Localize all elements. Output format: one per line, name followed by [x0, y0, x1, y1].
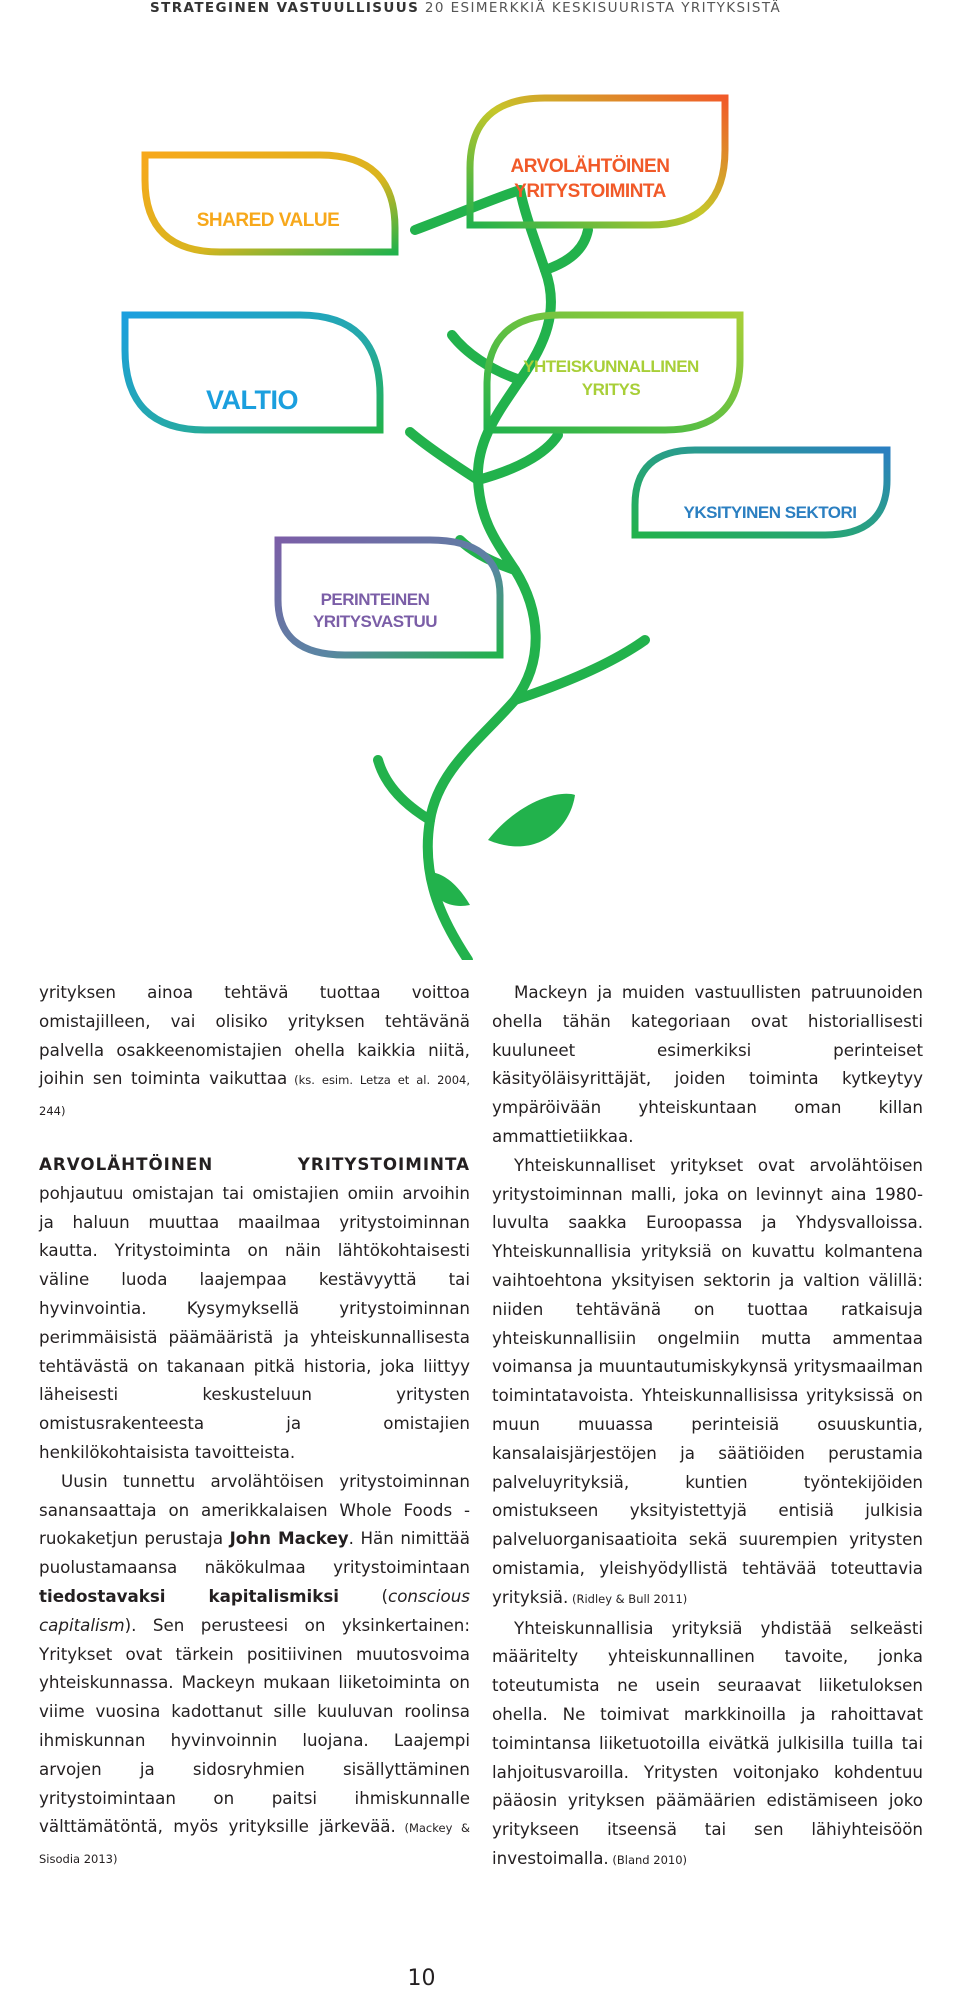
header-title-rest: 20 ESIMERKKIÄ KESKISUURISTA YRITYKSISTÄ	[419, 0, 782, 16]
term-tiedostava-kapitalismi: tiedostavaksi kapitalismiksi	[39, 1585, 339, 1606]
right-p3-text: Yhteiskunnallisia yrityksiä yhdistää selkeästi määritelty yhteiskunnallinen tavoite, jonka toteutumista ne usein seuraavat liiketuloksen ohella. Ne toimivat markkinoilla ja rahoittavat toimintansa liiketuotoilla eivätkä julkisilla tuilla tai lahjoitusvaroilla. Yritysten voitonjako kohdentuu pääosin yrityksen päämäärien edistämiseen joko yritykseen itseensä tai sen lähiyhteisöön investoimalla.	[492, 1617, 923, 1868]
page-number: 10	[407, 1966, 436, 1991]
section-heading-arvolahtoinen: ARVOLÄHTÖINEN YRITYSTOIMINTA	[39, 1153, 470, 1174]
left-p3-a: Uusin tunnettu arvolähtöisen yritystoiminnan sanansaattaja on amerikkalaisen Whole Foods -ruokaketjun perustaja	[39, 1470, 470, 1549]
left-p3-citation: (Mackey & Sisodia 2013)	[39, 1821, 470, 1867]
right-p1-text: Mackeyn ja muiden vastuullisten patruunoiden ohella tähän kategoriaan ovat historiallisesti kuuluneet esimerkiksi perinteiset käsityöläisyrittäjät, joiden toiminta kytkeytyy ympäröivään yhteiskuntaan oman killan ammattietiikkaa.	[492, 982, 923, 1146]
label-perinteinen-2: YRITYSVASTUU	[312, 612, 438, 631]
label-yksityinen: YKSITYINEN SEKTORI	[683, 503, 857, 522]
term-conscious-capitalism: conscious capitalism	[39, 1585, 470, 1635]
label-arvolahtoinen-1: ARVOLÄHTÖINEN	[510, 156, 670, 177]
left-p1-text: yrityksen ainoa tehtävä tuottaa voittoa omistajilleen, vai olisiko yrityksen tehtävänä palvella osakkeenomistajien ohella kaikkia niitä, joihin sen toiminta vaikuttaa	[39, 982, 470, 1089]
left-p3-c: (	[339, 1585, 389, 1606]
left-p2-text: pohjautuu omistajan tai omistajien omiin arvoihin ja haluun muuttaa maailmaa yritystoiminnan kautta. Yritystoiminta on näin lähtökohtaisesti väline luoda laajempaa kestävyyttä tai hyvinvointia. Kysymyksellä yritystoiminnan perimmäisistä päämääristä ja yhteiskunnallisesta tehtävästä on takanaan pitkä historia, joka liittyy läheisesti keskusteluun yritysten omistusrakenteesta ja omistajien henkilökohtaisista tavoitteista.	[39, 1182, 470, 1462]
left-p1-citation: (ks. esim. Letza et al. 2004, 244)	[39, 1073, 471, 1119]
label-perinteinen-1: PERINTEINEN	[320, 590, 430, 609]
leaf-yksityinen	[635, 450, 887, 535]
tree-diagram	[0, 0, 960, 960]
left-p3-b: . Hän nimittää puolustamaansa näkökulmaa yritystoimintaan	[39, 1528, 470, 1578]
label-shared-value: SHARED VALUE	[196, 210, 340, 231]
label-yhteiskunnallinen-1: YHTEISKUNNALLINEN	[523, 357, 699, 376]
right-paragraph-3	[492, 1614, 923, 1875]
leaf-shared-value	[145, 155, 395, 252]
label-arvolahtoinen-2: YRITYSTOIMINTA	[514, 181, 666, 202]
right-column	[492, 978, 923, 1875]
left-paragraph-1	[39, 978, 470, 1126]
header-title-bold: STRATEGINEN VASTUULLISUUS	[150, 0, 420, 16]
label-yhteiskunnallinen-2: YRITYS	[581, 380, 641, 399]
right-p2-text: Yhteiskunnalliset yritykset ovat arvolähtöisen yritystoiminnan malli, joka on levinnyt aina 1980-luvulta saakka Euroopassa ja Yhdysvalloissa. Yhteiskunnallisia yrityksiä on kuvattu kolmantena vaihtoehtona yksityisen sektorin ja valtion välillä: niiden tehtävänä on tuottaa ratkaisuja yhteiskunnallisiin ongelmiin mutta ammentaa voimansa ja muuntautumiskykynsä yritysmaailman toimintatavoista. Yhteiskunnallisissa yrityksissä on muun muuassa perinteisiä osuuskuntia, kansalaisjärjestöjen ja säätiöiden perustamia palveluyrityksiä, kuntien työntekijöiden omistukseen yksityistettyjä entisiä julkisia palveluorganisaatioita sekä suurempien yritysten omistamia, yleishyödyllistä tehtävää toteuttavia yrityksiä.	[492, 1154, 923, 1607]
left-paragraph-3	[39, 1467, 470, 1874]
right-paragraph-1	[492, 978, 923, 1151]
left-column	[39, 978, 470, 1874]
name-john-mackey: John Mackey	[229, 1528, 349, 1549]
left-p3-d: ). Sen perusteesi on yksinkertainen: Yritykset ovat tärkein positiivinen muutosvoima yhteiskunnassa. Mackeyn mukaan liiketoiminta on viime vuosina kadottanut sille kuuluvan roolinsa ihmiskunnan hyvinvoinnin luojana. Laajempi arvojen ja sidosryhmien sisällyttäminen yritystoimintaan on paitsi ihmiskunnalle välttämätöntä, myös yrityksille järkevää.	[39, 1614, 470, 1837]
right-p2-citation: (Ridley & Bull 2011)	[568, 1591, 688, 1606]
label-valtio: VALTIO	[206, 385, 298, 415]
small-leaf-icon	[488, 794, 575, 847]
right-p3-citation: (Bland 2010)	[608, 1852, 688, 1867]
right-paragraph-2	[492, 1151, 923, 1614]
left-paragraph-2	[39, 1150, 470, 1467]
